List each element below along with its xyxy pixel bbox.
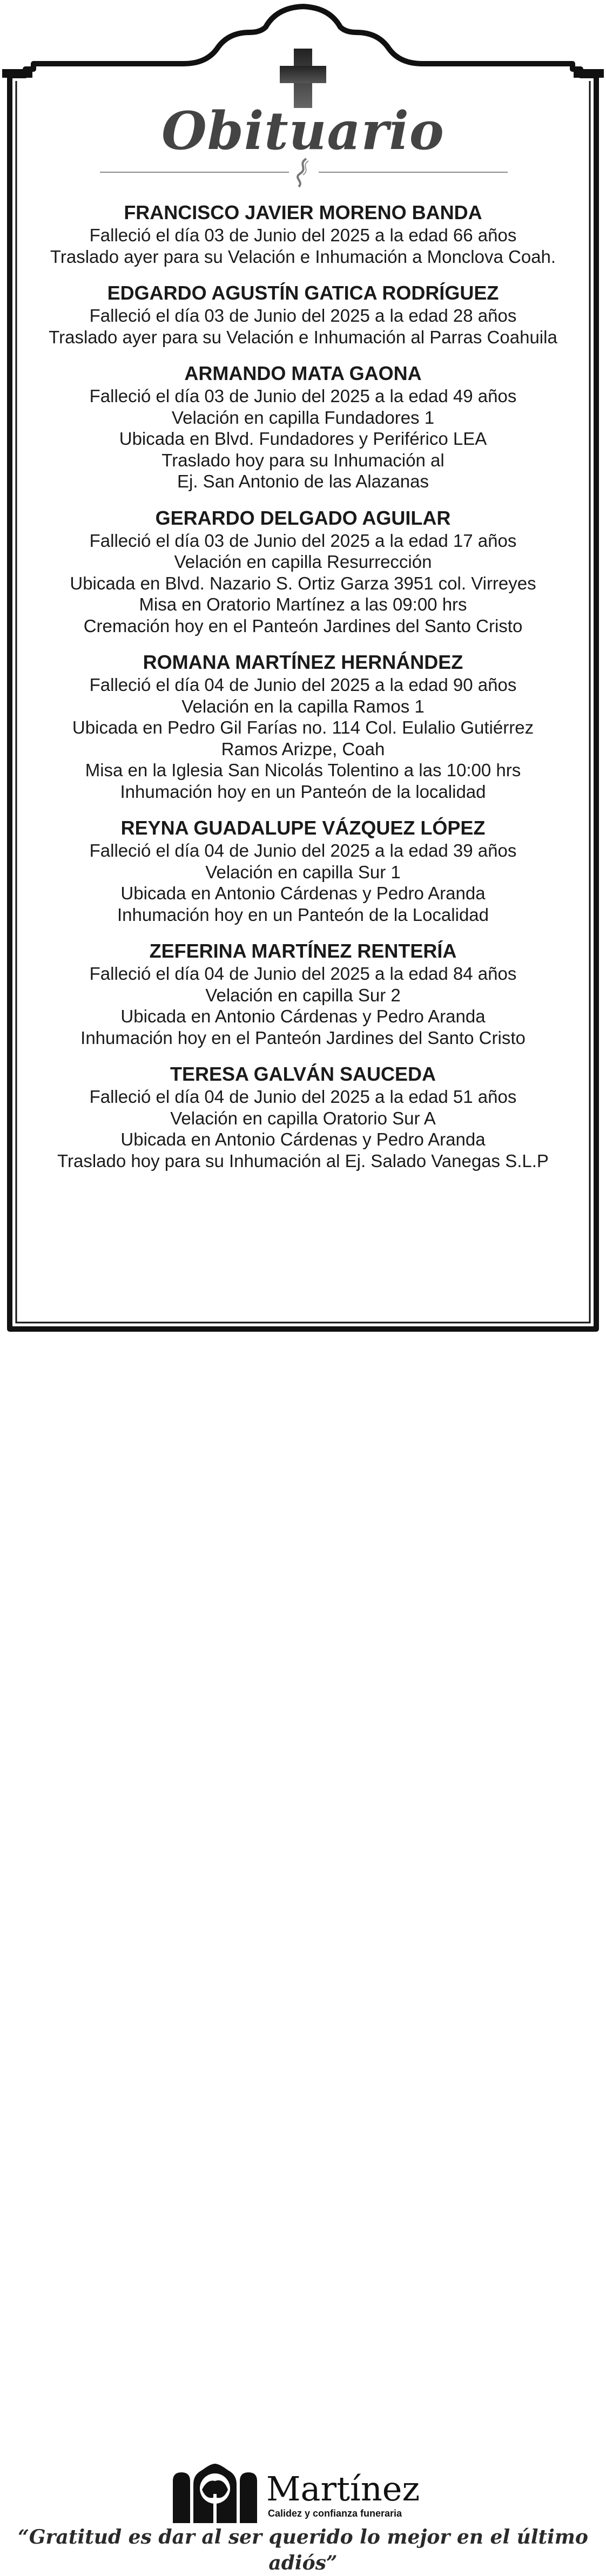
obituary-entry (22, 939, 584, 1048)
obituary-detail-line: Cremación hoy en el Panteón Jardines del Santo Cristo (83, 615, 523, 636)
obituary-detail-line: Velación en capilla Oratorio Sur A (170, 1108, 436, 1128)
obituary-entry (22, 816, 584, 925)
obituary-entry (22, 281, 584, 348)
deceased-name: ZEFERINA MARTÍNEZ RENTERÍA (149, 940, 457, 962)
obituary-detail-line: Velación en la capilla Ramos 1 (181, 696, 425, 716)
deceased-name: FRANCISCO JAVIER MORENO BANDA (124, 201, 482, 223)
obituary-detail-line: Traslado hoy para su Inhumación al Ej. Salado Vanegas S.L.P (57, 1150, 549, 1171)
obituary-detail-line: Misa en Oratorio Martínez a las 09:00 hrs (139, 594, 467, 614)
obituary-entry (22, 506, 584, 637)
obituary-detail-line: Velación en capilla Sur 1 (205, 862, 401, 882)
brand-name: Martínez (266, 2469, 420, 2509)
obituary-detail-line: Traslado hoy para su Inhumación al (161, 450, 445, 470)
deceased-name: ARMANDO MATA GAONA (184, 362, 422, 384)
deceased-name: EDGARDO AGUSTÍN GATICA RODRÍGUEZ (107, 282, 499, 304)
obituary-detail-line: Ubicada en Pedro Gil Farías no. 114 Col. Eulalio Gutiérrez (72, 717, 534, 737)
deceased-name: GERARDO DELGADO AGUILAR (155, 506, 451, 529)
obituary-detail-line: Ubicada en Blvd. Fundadores y Periférico LEA (119, 429, 487, 449)
obituary-detail-line: Traslado ayer para su Velación e Inhumación a Monclova Coah. (50, 246, 556, 267)
chapel-logo-icon (172, 2463, 258, 2523)
closing-quote: “Gratitud es dar al ser querido lo mejor en el último adiós” (18, 2526, 588, 2574)
footer (0, 1230, 606, 2574)
deceased-name: REYNA GUADALUPE VÁZQUEZ LÓPEZ (120, 817, 486, 839)
obituary-list (22, 201, 584, 1185)
obituary-detail-line: Falleció el día 04 de Junio del 2025 a la edad 39 años (89, 840, 517, 860)
obituary-detail-line: Falleció el día 04 de Junio del 2025 a la edad 84 años (89, 964, 517, 984)
obituary-detail-line: Ubicada en Blvd. Nazario S. Ortiz Garza 3951 col. Virreyes (70, 573, 536, 593)
obituary-detail-line: Inhumación hoy en el Panteón Jardines del Santo Cristo (80, 1027, 526, 1048)
obituary-detail-line: Misa en la Iglesia San Nicolás Tolentino a las 10:00 hrs (85, 760, 521, 780)
obituary-detail-line: Ubicada en Antonio Cárdenas y Pedro Aranda (120, 1006, 486, 1026)
obituary-detail-line: Ramos Arizpe, Coah (221, 738, 385, 759)
obituary-entry (22, 362, 584, 492)
obituary-detail-line: Falleció el día 03 de Junio del 2025 a la edad 17 años (89, 530, 517, 551)
obituary-detail-line: Ubicada en Antonio Cárdenas y Pedro Aranda (120, 1129, 486, 1149)
flourish-icon (292, 157, 314, 189)
obituary-detail-line: Falleció el día 03 de Junio del 2025 a la edad 28 años (89, 306, 517, 326)
obituary-entry (22, 201, 584, 267)
deceased-name: TERESA GALVÁN SAUCEDA (170, 1063, 436, 1085)
obituary-entry (22, 650, 584, 802)
obituary-detail-line: Velación en capilla Fundadores 1 (171, 407, 435, 428)
obituary-detail-line: Velación en capilla Sur 2 (205, 985, 401, 1005)
obituary-detail-line: Falleció el día 03 de Junio del 2025 a la edad 66 años (89, 225, 517, 245)
divider-right (319, 172, 508, 173)
obituary-detail-line: Velación en capilla Resurrección (174, 552, 432, 572)
brand-tagline: Calidez y confianza funeraria (268, 2508, 402, 2519)
deceased-name: ROMANA MARTÍNEZ HERNÁNDEZ (143, 651, 463, 673)
obituary-entry (22, 1062, 584, 1171)
obituary-detail-line: Traslado ayer para su Velación e Inhumación al Parras Coahuila (49, 327, 557, 347)
obituary-detail-line: Inhumación hoy en un Panteón de la Localidad (117, 904, 489, 925)
obituary-detail-line: Inhumación hoy en un Panteón de la localidad (120, 781, 486, 802)
divider-left (100, 172, 289, 173)
obituary-detail-line: Falleció el día 04 de Junio del 2025 a la edad 51 años (89, 1087, 517, 1107)
obituary-detail-line: Falleció el día 03 de Junio del 2025 a la edad 49 años (89, 386, 517, 406)
page-title: Obituario (161, 100, 445, 161)
obituary-detail-line: Ej. San Antonio de las Alazanas (177, 471, 429, 491)
header (0, 0, 606, 194)
obituary-detail-line: Ubicada en Antonio Cárdenas y Pedro Aranda (120, 883, 486, 903)
cross-icon (280, 49, 326, 108)
obituary-detail-line: Falleció el día 04 de Junio del 2025 a la edad 90 años (89, 675, 517, 695)
